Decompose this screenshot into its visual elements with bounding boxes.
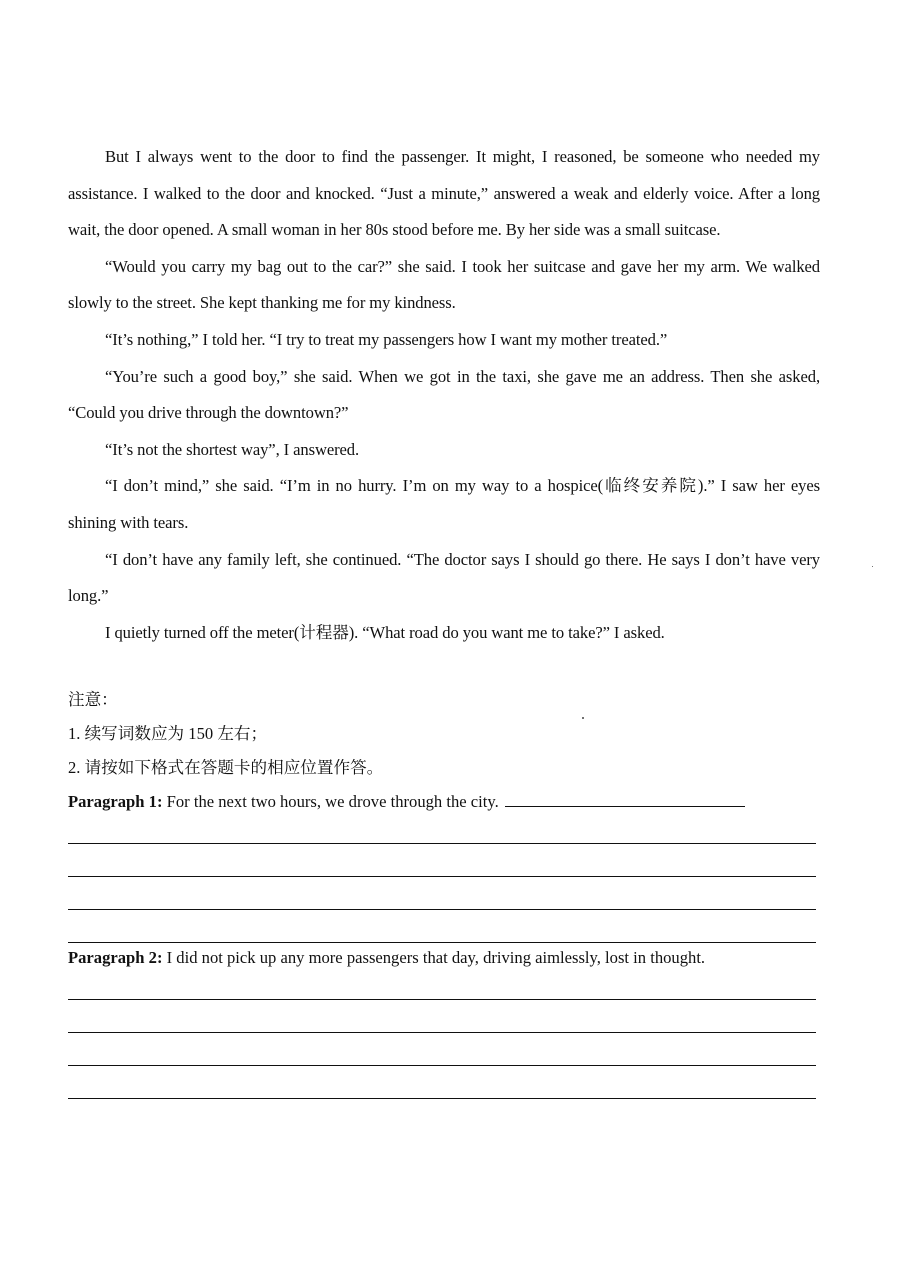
story-paragraph-2: “Would you carry my bag out to the car?” she said. I took her suitcase and gave her my arm. We walked slowly to the street. She kept thanking me for my kindness. [68, 256, 820, 313]
answer-line[interactable] [68, 876, 816, 877]
story-paragraph-8: I quietly turned off the meter(计程器). “What road do you want me to take?” I asked. [105, 622, 665, 642]
note-item-format: 2. 请按如下格式在答题卡的相应位置作答。 [68, 758, 384, 777]
answer-line[interactable] [68, 999, 816, 1000]
story-paragraph-1: But I always went to the door to find the passenger. It might, I reasoned, be someone who needed my assistance. I walked to the door and knocked. “Just a minute,” answered a weak and elderly voice. After a long wait, the door opened. A small woman in her 80s stood before me. By her side was a small suitcase. [68, 147, 820, 240]
paragraph-2-label: Paragraph 2: [68, 948, 163, 967]
paragraph-2-text: I did not pick up any more passengers that day, driving aimlessly, lost in thought. [162, 948, 706, 967]
scan-speck [582, 717, 584, 719]
story-paragraph-7: “I don’t have any family left, she continued. “The doctor says I should go there. He says I don’t have very long.” [68, 549, 820, 606]
paragraph-2-prompt [68, 946, 820, 970]
answer-line[interactable] [68, 1098, 816, 1099]
note-item-word-count: 1. 续写词数应为 150 左右； [68, 724, 268, 743]
paragraph-1-text: For the next two hours, we drove through the city. [162, 792, 499, 811]
scan-speck [872, 566, 873, 567]
story-paragraph-4: “You’re such a good boy,” she said. When we got in the taxi, she gave me an address. Then she asked, “Could you drive through the downtown?” [68, 366, 820, 423]
story-text [68, 139, 820, 651]
answer-line[interactable] [68, 942, 816, 943]
paragraph-1-label: Paragraph 1: [68, 792, 163, 811]
answer-line[interactable] [68, 843, 816, 844]
story-paragraph-3: “It’s nothing,” I told her. “I try to treat my passengers how I want my mother treated.” [105, 329, 668, 349]
answer-line[interactable] [68, 1065, 816, 1066]
paragraph-1-inline-blank[interactable] [505, 792, 745, 807]
story-paragraph-6: “I don’t mind,” she said. “I’m in no hurry. I’m on my way to a hospice(临终安养院).” I saw her eyes shining with tears. [68, 476, 820, 532]
notes-section [68, 683, 820, 785]
notes-heading: 注意： [68, 690, 118, 709]
story-paragraph-5: “It’s not the shortest way”, I answered. [105, 439, 360, 459]
paragraph-1-prompt [68, 790, 820, 814]
answer-line[interactable] [68, 909, 816, 910]
answer-line[interactable] [68, 1032, 816, 1033]
